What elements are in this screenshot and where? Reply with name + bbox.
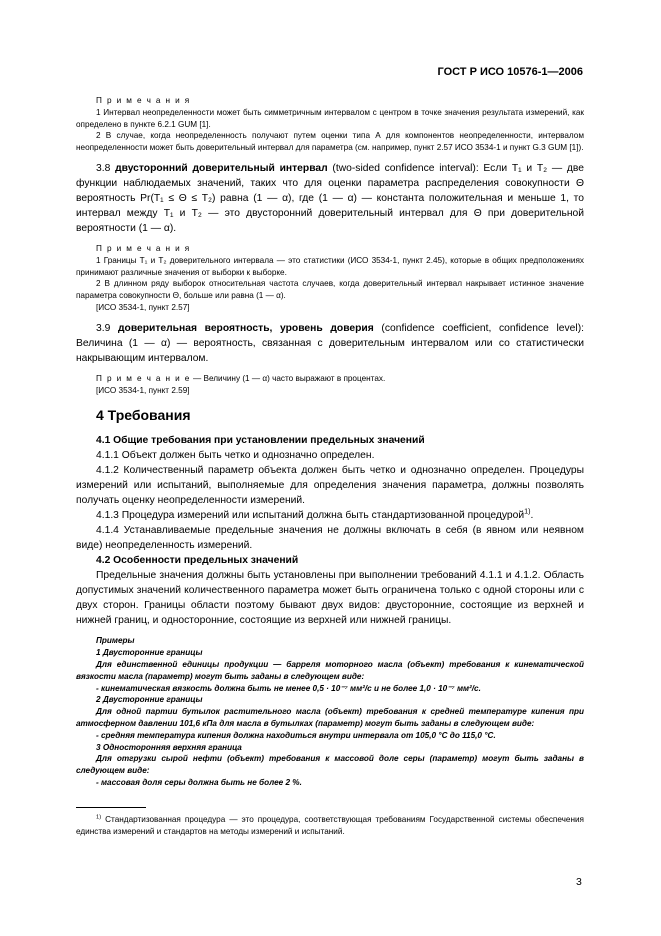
- note-label: П р и м е ч а н и е: [96, 373, 191, 383]
- note-paragraph: 1 Границы T₁ и T₂ доверительного интервала — это статистики (ИСО 3534-1, пункт 2.45), которые в общих предположениях принимают различные значения от выборки к выборке.: [76, 255, 584, 277]
- clause-number: 3.8: [96, 162, 111, 174]
- footnote-ref: 1): [524, 506, 531, 516]
- clause-number: 3.9: [96, 322, 111, 334]
- definition-3-9: [76, 321, 584, 366]
- clause-4-1-1: 4.1.1 Объект должен быть четко и однозначно определен.: [96, 450, 375, 462]
- footnote-divider: [76, 807, 146, 808]
- reference: [ИСО 3534-1, пункт 2.59]: [96, 385, 190, 395]
- notes-label: П р и м е ч а н и я: [96, 243, 191, 253]
- subsection-heading: 4.2 Особенности предельных значений: [96, 555, 299, 567]
- section-heading: 4 Требования: [96, 407, 191, 424]
- note-text: — Величину (1 — α) часто выражают в процентах.: [193, 373, 386, 383]
- example-text: Для отгрузки сырой нефти (объект) требования к массовой доле серы (параметр) могут быть заданы в следующем виде:: [76, 754, 584, 776]
- subsection-heading: 4.1 Общие требования при установлении предельных значений: [96, 435, 425, 447]
- definition-text: (two-sided confidence interval): Если T₁ и T₂ — две функции наблюдаемых значений, таких что для оценки параметра распределения совокупности Θ вероятность Pr(T₁ ≤ Θ ≤ T₂) равна (1 — α), где (1 — α) — константа положительная и меньше 1, то интервал между T₁ и T₂ — это двусторонний доверительный интервал для Θ при доверительной вероятности (1 — α).: [76, 162, 584, 234]
- note-paragraph: 1 Интервал неопределенности может быть симметричным интервалом с центром в точке значения результата измерений, как определено в пункте 6.2.1 GUM [1].: [76, 107, 584, 129]
- example-title: 1 Двусторонние границы: [96, 648, 203, 658]
- clause-4-1-2: 4.1.2 Количественный параметр объекта должен быть четко и однозначно определен. Процедуры измерений или испытаний, выполняемые для определения значения параметра, должны позволять получать оценку неопределенности измерений.: [76, 465, 584, 507]
- definition-3-8: [76, 161, 584, 236]
- page-number: 3: [576, 876, 582, 888]
- example-text: Для единственной единицы продукции — барреля моторного масла (объект) требования к кинематической вязкости масла (параметр) могут быть заданы в следующем виде:: [76, 659, 584, 681]
- example-item: - кинематическая вязкость должна быть не менее 0,5 · 10⁻⁷ мм²/с и не более 1,0 · 10⁻⁷ мм²/с.: [96, 683, 481, 693]
- document-header: ГОСТ Р ИСО 10576-1—2006: [437, 66, 583, 78]
- footnote: [76, 814, 584, 838]
- term: доверительная вероятность, уровень доверия: [118, 322, 374, 334]
- clause-4-1-4: 4.1.4 Устанавливаемые предельные значения не должны включать в себя (в явном или неявном виде) неопределенность измерений.: [76, 525, 584, 552]
- notes-label: П р и м е ч а н и я: [96, 96, 191, 105]
- definition-text: (confidence coefficient, confidence level): Величина (1 — α) — вероятность, связанная с доверительным интервалом или со статистически накрывающим интервалом.: [76, 322, 584, 364]
- example-text: Для одной партии бутылок растительного масла (объект) требования к средней температуре кипения при атмосферном давлении 101,6 кПа для масла в бутылках (параметр) могут быть заданы в следующем виде:: [76, 707, 584, 728]
- page-content: [76, 95, 584, 837]
- footnote-text: Стандартизованная процедура — это процедура, соответствующая требованиям Государственной системы обеспечения единства измерений и стандартов на методы измерений и испытаний.: [76, 814, 584, 836]
- examples-label: Примеры: [96, 636, 135, 646]
- clause-4-1-3: 4.1.3 Процедура измерений или испытаний должна быть стандартизованной процедурой$^{1)}$.: [96, 506, 534, 522]
- example-title: 3 Односторонняя верхняя граница: [96, 742, 242, 752]
- note-paragraph: 2 В случае, когда неопределенность получают путем оценки типа А для компонентов неопределенности, интервалом неопределенности может быть доверительный интервал для параметра (см. например, пункт 2.57 ИСО 3534-1 и пункт G.3 GUM [1]).: [76, 131, 584, 153]
- term: двусторонний доверительный интервал: [115, 162, 328, 174]
- footnote-mark: 1): [96, 813, 102, 820]
- note-paragraph: 2 В длинном ряду выборок относительная частота случаев, когда доверительный интервал накрывает истинное значение параметра совокупности Θ, больше или равна (1 — α).: [76, 279, 584, 301]
- clause-text: 4.1.3 Процедура измерений или испытаний должна быть стандартизованной процедурой: [96, 510, 525, 522]
- example-title: 2 Двусторонние границы: [96, 695, 203, 705]
- example-item: - массовая доля серы должна быть не более 2 %.: [96, 777, 302, 787]
- reference: [ИСО 3534-1, пункт 2.57]: [96, 302, 190, 312]
- note-paragraph: [76, 373, 584, 385]
- clause-4-2-text: Предельные значения должны быть установлены при выполнении требований 4.1.1 и 4.1.2. Область допустимых значений количественного параметра может быть ограничена только с одной стороны или с двух сторон. Границы области поэтому бывают двух видов: двусторонние, состоящие из верхней и нижней границ, и односторонние, состоящие из верхней или нижней границы.: [76, 570, 584, 627]
- example-item: - средняя температура кипения должна находиться внутри интервала от 105,0 °С до 115,0 °С.: [96, 730, 496, 740]
